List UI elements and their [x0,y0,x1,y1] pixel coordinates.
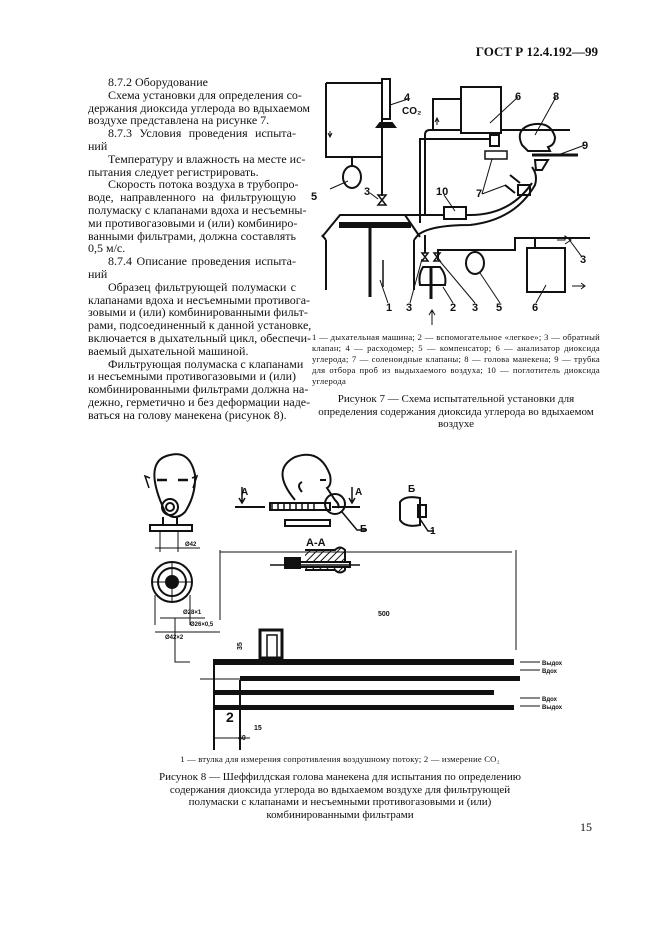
fig7-label-6: 6 [532,302,539,314]
body-text-line: ванными фильтрами, должна составлять [88,228,296,243]
body-text-line: полумаску с клапанами вдоха и несъемны- [88,202,307,217]
fig7-label-4: 4 [404,92,411,104]
figure-8-diagram [130,440,563,750]
fig7-label-3: 3 [406,302,413,314]
body-text-line: зовыми и (или) комбинированными фильт- [88,305,308,320]
body-text-line: Фильтрующая полумаска с клапанами [108,356,304,371]
fig8-dim-500: 500 [378,611,390,618]
fig7-label-3: 3 [580,254,587,266]
body-text-line: Температуру и влажность на месте ис- [108,151,306,166]
figure-8-legend: 1 — втулка для измерения сопротивления воздушному потоку; 2 — измерение CO₂ [180,754,500,764]
fig8-inhale-1: Вдох [542,669,557,675]
fig7-label-9: 9 [582,140,589,152]
fig8-exhale-1: Выдох [542,661,563,667]
body-text-line: воде, направленного на фильтрующую [88,190,296,205]
body-text-line: Скорость потока воздуха в трубопро- [108,177,299,192]
fig8-inhale-2: Вдох [542,697,557,703]
figure-7-legend: 1 — дыхательная машина; 2 — вспомогательное «легкое»; 3 — обратный клапан; 4 — расходомер; 5 — компенсатор; 6 — анализатор диоксида углерода; 7 — соленоидные клапаны; 8 — голова манекена; 9 — трубка для отбора проб из выдыхаемого воздуха; 10 — поглотитель диоксида углерода [312,332,600,386]
fig7-label-6: 6 [515,91,522,103]
fig8-dim-d28: Ø28×1 [183,610,202,616]
body-text-line: ваемый дыхательной машиной. [88,343,249,358]
fig7-label-7: 7 [476,188,483,200]
body-text-line: воздухе представлена на рисунке 7. [88,113,270,128]
body-text-line: Схема установки для определения со- [108,87,302,102]
document-header: ГОСТ Р 12.4.192—99 [475,44,598,59]
figure-7-caption: Рисунок 7 — Схема испытательной установки для определения содержания диоксида углерода во вдыхаемом воздухе [318,393,594,430]
fig8-dim-d42x2: Ø42×2 [165,635,184,641]
fig7-label-co2: CO₂ [402,106,422,117]
fig8-view-b-marker: Б [360,524,368,535]
fig8-label-1-view: 1 [430,526,436,537]
fig7-label-5: 5 [311,191,318,203]
fig8-exhale-2: Выдох [542,705,563,711]
body-text-line: ваться на голову манекена (рисунок 8). [88,407,287,422]
body-text-line: ний [88,266,108,281]
body-text-line: дежно, герметично и без деформации наде- [88,394,311,409]
fig7-label-3: 3 [472,302,479,314]
body-text-line: ми противогазовыми и (или) комбиниро- [88,215,298,230]
body-text-column [88,75,312,422]
fig8-section-a-left: А [241,487,249,498]
body-text-line: Образец фильтрующей полумаски с [108,279,296,294]
body-text-line: пытания следует регистрировать. [88,164,259,179]
fig7-label-8: 8 [553,91,560,103]
fig8-dim-d26: Ø26×0,5 [190,622,214,628]
body-text-line: комбинированными фильтрами должна на- [88,382,309,397]
body-text-line: 0,5 м/с. [88,241,126,256]
body-text-line: клапанами вдоха и несъемными противога- [88,292,311,307]
fig8-label-2: 2 [226,709,234,725]
fig7-label-5: 5 [496,302,503,314]
body-text-line: рами, подсоединенный к данной установке, [88,318,312,333]
fig7-label-10: 10 [436,186,449,198]
page-number: 15 [580,820,592,834]
figure-7-diagram [310,75,610,325]
body-text-line: включается в дыхательный цикл, обеспечи- [88,330,312,345]
fig8-view-b-title: Б [408,484,416,495]
fig8-dim-15: 15 [254,725,262,732]
body-text-line: и несъемными противогазовыми и (или) [88,369,296,384]
body-text-line: ний [88,138,108,153]
body-text-line: держания диоксида углерода во вдыхаемом [88,100,310,115]
fig8-dim-35: 35 [237,642,244,650]
body-text-line: 8.7.2 Оборудование [108,75,208,89]
fig8-dim-40: 40 [238,735,246,742]
fig8-section-a-right: А [355,487,363,498]
fig7-label-1: 1 [386,302,393,314]
figure-8-caption: Рисунок 8 — Шеффилдская голова манекена для испытания по определению содержания диоксида углерода во вдыхаемом воздухе для фильтрующей полумаски с клапанами и несъемными противогазовыми и (или) комбинированными фильтрами [159,771,521,821]
fig7-label-2: 2 [450,302,457,314]
body-text-line: 8.7.3 Условия проведения испыта- [108,126,296,141]
fig8-dim-d42: Ø42 [185,542,197,548]
fig7-label-3: 3 [364,186,371,198]
body-text-line: 8.7.4 Описание проведения испыта- [108,254,296,269]
fig8-section-aa-title: А-А [306,537,326,549]
